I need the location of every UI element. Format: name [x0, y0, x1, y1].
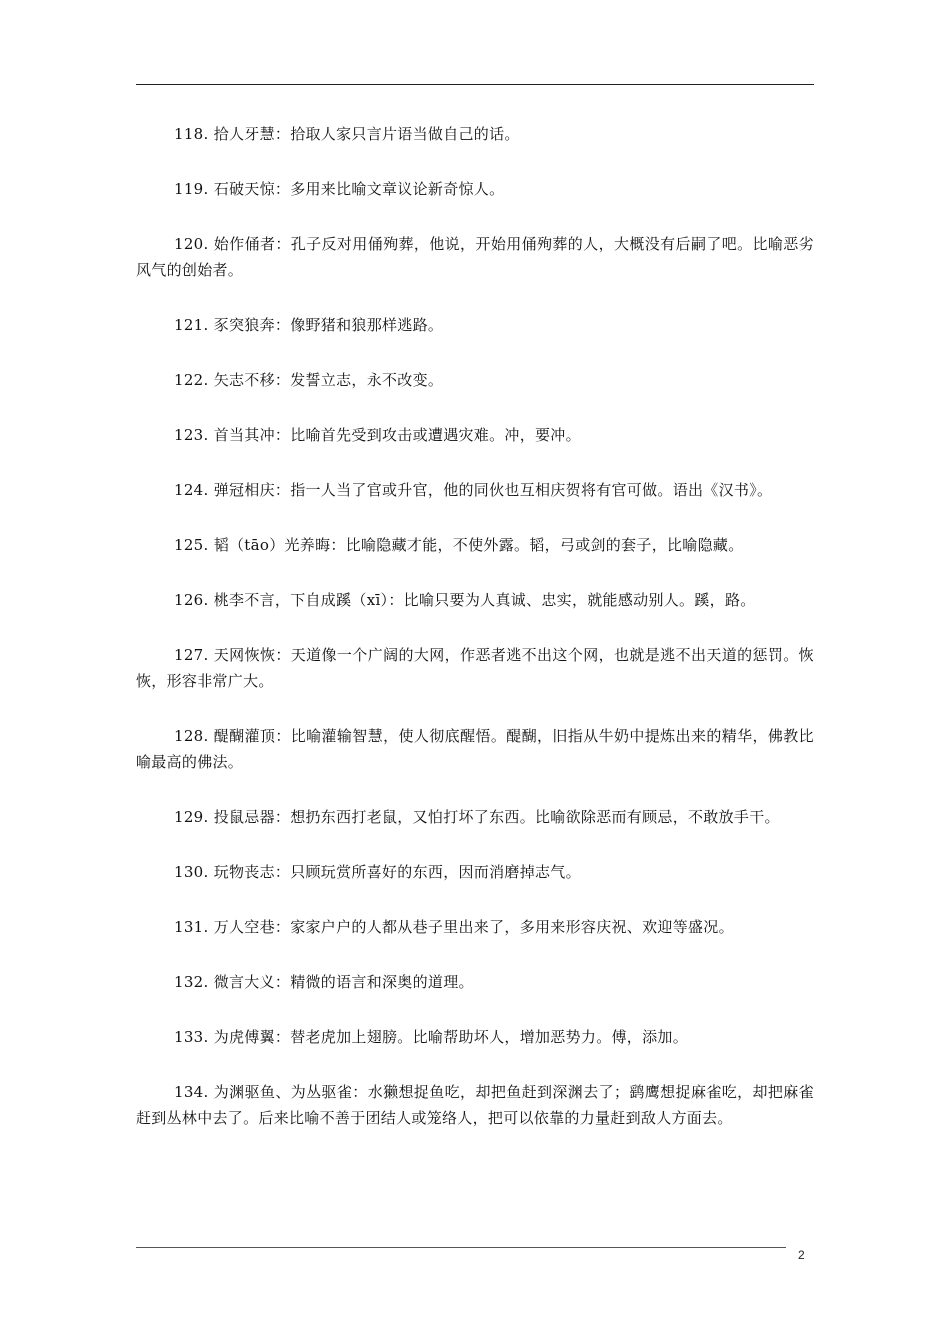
entry-text: 万人空巷：家家户户的人都从巷子里出来了，多用来形容庆祝、欢迎等盛况。	[213, 918, 734, 936]
entry-text: 石破天惊：多用来比喻文章议论新奇惊人。	[213, 180, 505, 198]
idiom-entry	[136, 477, 814, 503]
idiom-entry	[136, 914, 814, 940]
entry-number: 123.	[174, 426, 209, 444]
idiom-entry	[136, 422, 814, 448]
entry-number: 121.	[174, 316, 209, 334]
entry-text: 拾人牙慧：拾取人家只言片语当做自己的话。	[213, 125, 520, 143]
entry-number: 118.	[174, 125, 209, 143]
entry-text: 矢志不移：发誓立志，永不改变。	[213, 371, 444, 389]
entry-number: 125.	[174, 536, 209, 554]
idiom-entry	[136, 312, 814, 338]
entry-text: 首当其冲：比喻首先受到攻击或遭遇灾难。冲，要冲。	[213, 426, 581, 444]
idiom-entry	[136, 804, 814, 830]
entry-number: 127.	[174, 646, 209, 664]
header-rule	[136, 84, 814, 85]
entry-text: 天网恢恢：天道像一个广阔的大网，作恶者逃不出这个网，也就是逃不出天道的惩罚。恢恢，形容非常广大。	[136, 646, 814, 690]
entry-text: 韬（tāo）光养晦：比喻隐藏才能，不使外露。韬，弓或剑的套子，比喻隐藏。	[213, 536, 744, 554]
entry-number: 119.	[174, 180, 209, 198]
entry-number: 120.	[174, 235, 209, 253]
entry-number: 129.	[174, 808, 209, 826]
entry-number: 122.	[174, 371, 209, 389]
entry-text: 桃李不言，下自成蹊（xī）：比喻只要为人真诚、忠实，就能感动别人。蹊，路。	[213, 591, 756, 609]
entry-text: 弹冠相庆：指一人当了官或升官，他的同伙也互相庆贺将有官可做。语出《汉书》。	[213, 481, 773, 499]
idiom-entry	[136, 1024, 814, 1050]
idiom-entry	[136, 723, 814, 775]
idiom-entry	[136, 587, 814, 613]
idiom-entry	[136, 859, 814, 885]
entry-number: 126.	[174, 591, 209, 609]
entry-text: 醍醐灌顶：比喻灌输智慧，使人彻底醒悟。醍醐，旧指从牛奶中提炼出来的精华，佛教比喻最高的佛法。	[136, 727, 814, 771]
idiom-entry	[136, 176, 814, 202]
entry-number: 124.	[174, 481, 209, 499]
entry-number: 134.	[174, 1083, 209, 1101]
page-number: 2	[798, 1248, 805, 1262]
idiom-entry	[136, 367, 814, 393]
entry-number: 131.	[174, 918, 209, 936]
idiom-entry	[136, 121, 814, 147]
entry-text: 微言大义：精微的语言和深奥的道理。	[213, 973, 474, 991]
entry-text: 为虎傅翼：替老虎加上翅膀。比喻帮助坏人，增加恶势力。傅，添加。	[213, 1028, 688, 1046]
entry-number: 133.	[174, 1028, 209, 1046]
idiom-list	[136, 121, 814, 1160]
entry-text: 豕突狼奔：像野猪和狼那样逃路。	[213, 316, 444, 334]
entry-number: 130.	[174, 863, 209, 881]
entry-text: 玩物丧志：只顾玩赏所喜好的东西，因而消磨掉志气。	[213, 863, 581, 881]
entry-number: 132.	[174, 973, 209, 991]
idiom-entry	[136, 231, 814, 283]
footer-rule	[136, 1247, 786, 1248]
entry-number: 128.	[174, 727, 209, 745]
entry-text: 始作俑者：孔子反对用俑殉葬，他说，开始用俑殉葬的人，大概没有后嗣了吧。比喻恶劣风气的创始者。	[136, 235, 814, 279]
idiom-entry	[136, 1079, 814, 1131]
idiom-entry	[136, 532, 814, 558]
entry-text: 投鼠忌器：想扔东西打老鼠，又怕打坏了东西。比喻欲除恶而有顾忌，不敢放手干。	[213, 808, 780, 826]
idiom-entry	[136, 642, 814, 694]
entry-text: 为渊驱鱼、为丛驱雀：水獭想捉鱼吃，却把鱼赶到深渊去了；鹞鹰想捉麻雀吃，却把麻雀赶到丛林中去了。后来比喻不善于团结人或笼络人，把可以依靠的力量赶到敌人方面去。	[136, 1083, 814, 1127]
idiom-entry	[136, 969, 814, 995]
